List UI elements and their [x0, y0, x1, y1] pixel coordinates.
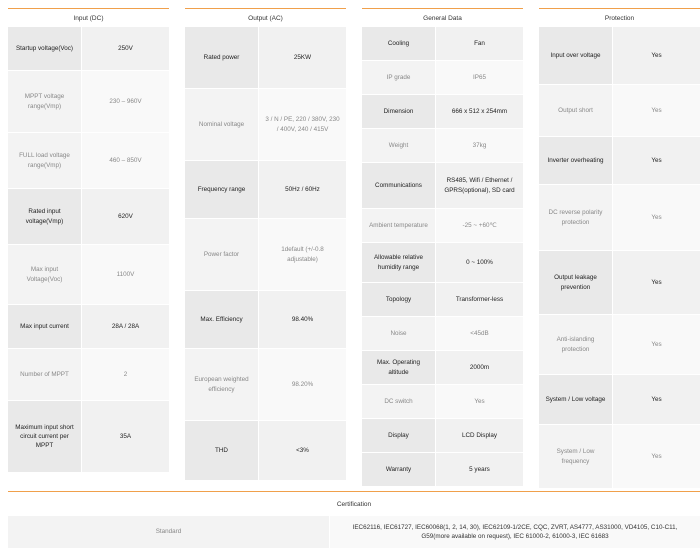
output-ac-label: THD [185, 421, 259, 480]
certification-value: IEC62116, IEC61727, IEC60068(1, 2, 14, 30), IEC62109-1/2CE, CQC, ZVRT, AS4777, AS31000, VD4105, C10-C11, G59(more available on request), IEC 61000-2, 61000-3, IEC 61683 [330, 516, 700, 548]
protection-row [539, 425, 700, 489]
general-data-value: LCD Display [436, 419, 523, 452]
output-ac-label: European weighted efficiency [185, 349, 259, 420]
input-dc-row [8, 71, 169, 133]
general-data-value: IP65 [436, 61, 523, 94]
output-ac-value: 98.40% [259, 291, 346, 348]
general-data-label: Topology [362, 283, 436, 316]
input-dc-row [8, 27, 169, 71]
output-ac-label: Nominal voltage [185, 89, 259, 160]
input-dc-label: Max input Voltage(Voc) [8, 245, 82, 304]
protection-label: Output leakage prevention [539, 251, 613, 314]
protection-label: Anti-islanding protection [539, 315, 613, 374]
protection-value: Yes [613, 27, 700, 84]
input-dc-label: Max input current [8, 305, 82, 348]
output-ac-value: 98.20% [259, 349, 346, 420]
general-data-row [362, 243, 523, 283]
general-data-label: Warranty [362, 453, 436, 486]
certification-label: Standard [8, 516, 330, 548]
general-data-value: RS485, Wifi / Ethernet / GPRS(optional), SD card [436, 163, 523, 208]
output-ac-value: 25KW [259, 27, 346, 88]
general-data-row [362, 129, 523, 163]
general-data-row [362, 283, 523, 317]
input-dc-value: 2 [82, 349, 169, 400]
general-data-row [362, 317, 523, 351]
input-dc-label: FULL load voltage range(Vmp) [8, 133, 82, 188]
input-dc-row [8, 245, 169, 305]
protection-value: Yes [613, 85, 700, 136]
input-dc-value: 28A / 28A [82, 305, 169, 348]
general-data-row [362, 453, 523, 487]
input-dc-value: 250V [82, 27, 169, 70]
output-ac-value: 3 / N / PE, 220 / 380V, 230 / 400V, 240 / 415V [259, 89, 346, 160]
output-ac-label: Rated power [185, 27, 259, 88]
general-data-label: Allowable relative humidity range [362, 243, 436, 282]
general-data-label: Weight [362, 129, 436, 162]
output-ac-value: <3% [259, 421, 346, 480]
general-data-value: 666 x 512 x 254mm [436, 95, 523, 128]
output-ac-row [185, 421, 346, 481]
protection-row [539, 185, 700, 251]
general-data-label: IP grade [362, 61, 436, 94]
output-ac-row [185, 291, 346, 349]
input-dc-value: 35A [82, 401, 169, 472]
input-dc-label: MPPT voltage range(Vmp) [8, 71, 82, 132]
output-ac-row [185, 349, 346, 421]
general-data-label: Max. Operating altitude [362, 351, 436, 384]
general-data-row [362, 61, 523, 95]
protection-row [539, 375, 700, 425]
input-dc-row [8, 305, 169, 349]
input-dc-value: 1100V [82, 245, 169, 304]
output-ac-table [185, 8, 346, 481]
protection-value: Yes [613, 251, 700, 314]
general-data-value: Fan [436, 27, 523, 60]
input-dc-row [8, 401, 169, 473]
protection-row [539, 251, 700, 315]
general-data-label: Cooling [362, 27, 436, 60]
output-ac-title: Output (AC) [185, 8, 346, 27]
protection-row [539, 85, 700, 137]
input-dc-label: Maximum input short circuit current per MPPT [8, 401, 82, 472]
general-data-row [362, 95, 523, 129]
output-ac-row [185, 219, 346, 291]
input-dc-row [8, 133, 169, 189]
protection-value: Yes [613, 315, 700, 374]
certification-title: Certification [8, 491, 700, 516]
protection-value: Yes [613, 185, 700, 250]
general-data-label: Noise [362, 317, 436, 350]
input-dc-label: Number of MPPT [8, 349, 82, 400]
general-data-label: Ambient temperature [362, 209, 436, 242]
input-dc-row [8, 349, 169, 401]
general-data-value: Yes [436, 385, 523, 418]
general-data-value: -25 ~ +60℃ [436, 209, 523, 242]
general-data-row [362, 351, 523, 385]
general-data-row [362, 163, 523, 209]
output-ac-row [185, 27, 346, 89]
protection-label: Output short [539, 85, 613, 136]
protection-label: System / Low voltage [539, 375, 613, 424]
input-dc-value: 460 – 850V [82, 133, 169, 188]
general-data-title: General Data [362, 8, 523, 27]
general-data-label: Display [362, 419, 436, 452]
output-ac-label: Max. Efficiency [185, 291, 259, 348]
general-data-label: DC switch [362, 385, 436, 418]
general-data-value: 2000m [436, 351, 523, 384]
protection-label: Input over voltage [539, 27, 613, 84]
general-data-value: 5 years [436, 453, 523, 486]
output-ac-row [185, 89, 346, 161]
general-data-row [362, 385, 523, 419]
certification-row [8, 516, 700, 548]
protection-row [539, 27, 700, 85]
output-ac-value: 50Hz / 60Hz [259, 161, 346, 218]
protection-row [539, 137, 700, 185]
output-ac-row [185, 161, 346, 219]
protection-label: DC reverse polarity protection [539, 185, 613, 250]
general-data-value: 0 ~ 100% [436, 243, 523, 282]
input-dc-label: Startup voltage(Voc) [8, 27, 82, 70]
protection-row [539, 315, 700, 375]
output-ac-label: Frequency range [185, 161, 259, 218]
general-data-label: Dimension [362, 95, 436, 128]
protection-label: Inverter overheating [539, 137, 613, 184]
protection-value: Yes [613, 425, 700, 488]
general-data-value: 37kg [436, 129, 523, 162]
input-dc-table [8, 8, 169, 473]
general-data-value: Transformer-less [436, 283, 523, 316]
general-data-label: Communications [362, 163, 436, 208]
protection-value: Yes [613, 137, 700, 184]
input-dc-value: 230 – 960V [82, 71, 169, 132]
general-data-row [362, 209, 523, 243]
input-dc-title: Input (DC) [8, 8, 169, 27]
input-dc-row [8, 189, 169, 245]
output-ac-value: 1default (+/-0.8 adjustable) [259, 219, 346, 290]
general-data-row [362, 27, 523, 61]
protection-title: Protection [539, 8, 700, 27]
input-dc-label: Rated input voltage(Vmp) [8, 189, 82, 244]
protection-table [539, 8, 700, 489]
general-data-value: <45dB [436, 317, 523, 350]
input-dc-value: 620V [82, 189, 169, 244]
certification-table [8, 491, 700, 548]
general-data-row [362, 419, 523, 453]
output-ac-label: Power factor [185, 219, 259, 290]
general-data-table [362, 8, 523, 487]
protection-label: System / Low frequency [539, 425, 613, 488]
protection-value: Yes [613, 375, 700, 424]
